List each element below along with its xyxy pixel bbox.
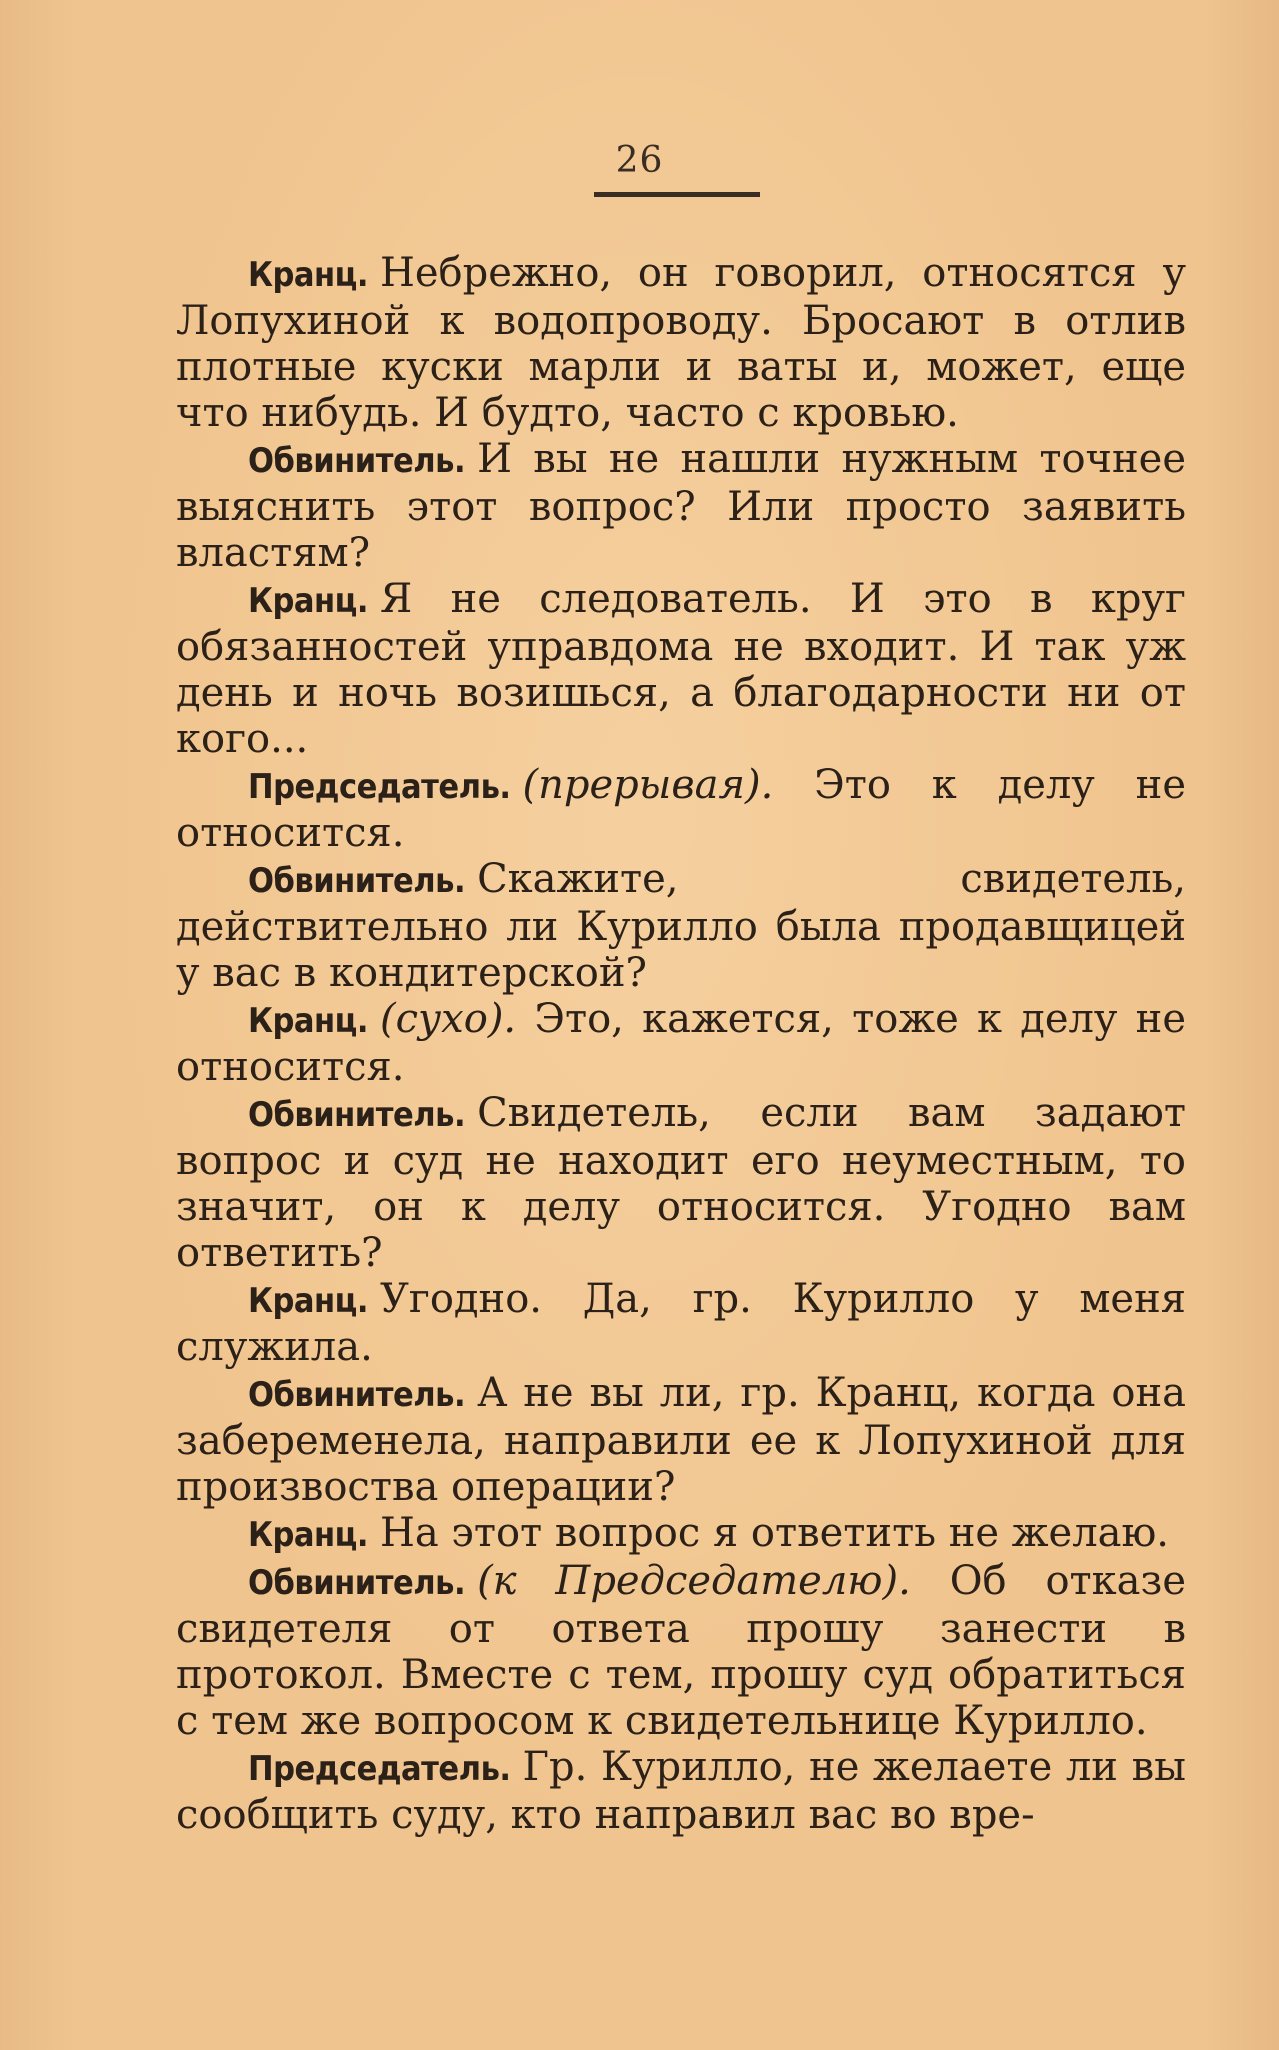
speaker-name: Председатель. (248, 1749, 511, 1789)
dialogue-paragraph (176, 576, 1186, 762)
dialogue-paragraph (176, 856, 1186, 996)
page-number-rule (594, 192, 760, 197)
dialogue-paragraph (176, 1090, 1186, 1276)
dialogue-paragraph (176, 1744, 1186, 1838)
page-body (176, 250, 1186, 1838)
speech-text: Свидетель, если вам задают вопрос и суд не находит его неуместным, то значит, он к делу относится. Угодно вам ответить? (176, 1090, 1186, 1276)
dialogue-paragraph (176, 1370, 1186, 1510)
speaker-name: Кранц. (248, 1001, 368, 1041)
page-number: 26 (615, 140, 664, 181)
stage-direction: (прерывая). (522, 762, 774, 808)
speech-text: А не вы ли, гр. Кранц, когда она забеременела, направили ее к Лопухиной для произвоства операции? (176, 1370, 1186, 1510)
speech-text: На этот вопрос я ответить не желаю. (379, 1510, 1170, 1556)
dialogue-paragraph (176, 1510, 1186, 1558)
dialogue-paragraph (176, 1276, 1186, 1370)
speech-text: Я не следователь. И это в круг обязанностей управдома не входит. И так уж день и ночь возишься, а благодарности ни от кого... (176, 576, 1186, 762)
dialogue-paragraph (176, 436, 1186, 576)
dialogue-paragraph (176, 762, 1186, 856)
dialogue-paragraph (176, 250, 1186, 436)
speaker-name: Обвинитель. (248, 441, 466, 481)
speech-text: Угодно. Да, гр. Курилло у меня служила. (176, 1276, 1186, 1370)
speaker-name: Председатель. (248, 767, 511, 807)
speaker-name: Кранц. (248, 1281, 368, 1321)
dialogue-paragraph (176, 1558, 1186, 1744)
speaker-name: Кранц. (248, 255, 368, 295)
speech-text: И вы не нашли нужным точнее выяснить этот вопрос? Или просто заявить властям? (176, 436, 1186, 576)
speech-text: Об отказе свидетеля от ответа прошу занести в протокол. Вместе с тем, прошу суд обратиться с тем же вопросом к свидетельнице Курилло. (176, 1558, 1186, 1744)
speaker-name: Кранц. (248, 581, 368, 621)
stage-direction: (к Председателю). (477, 1558, 911, 1604)
speaker-name: Обвинитель. (248, 1095, 466, 1135)
speaker-name: Кранц. (248, 1515, 368, 1555)
stage-direction: (сухо). (379, 996, 517, 1042)
speech-text: Скажите, свидетель, действительно ли Курилло была продавщицей у вас в кондитерской? (176, 856, 1186, 996)
speech-text: Это к делу не относится. (176, 762, 1186, 856)
speech-text: Небрежно, он говорил, относятся у Лопухиной к водопроводу. Бросают в отлив плотные куски марли и ваты и, может, еще что нибудь. И будто, часто с кровью. (176, 250, 1186, 436)
speech-text: Это, кажется, тоже к делу не относится. (176, 996, 1186, 1090)
speaker-name: Обвинитель. (248, 1563, 466, 1603)
speaker-name: Обвинитель. (248, 861, 466, 901)
speech-text: Гр. Курилло, не желаете ли вы сообщить суду, кто направил вас во вре- (176, 1744, 1186, 1838)
speaker-name: Обвинитель. (248, 1375, 466, 1415)
dialogue-paragraph (176, 996, 1186, 1090)
